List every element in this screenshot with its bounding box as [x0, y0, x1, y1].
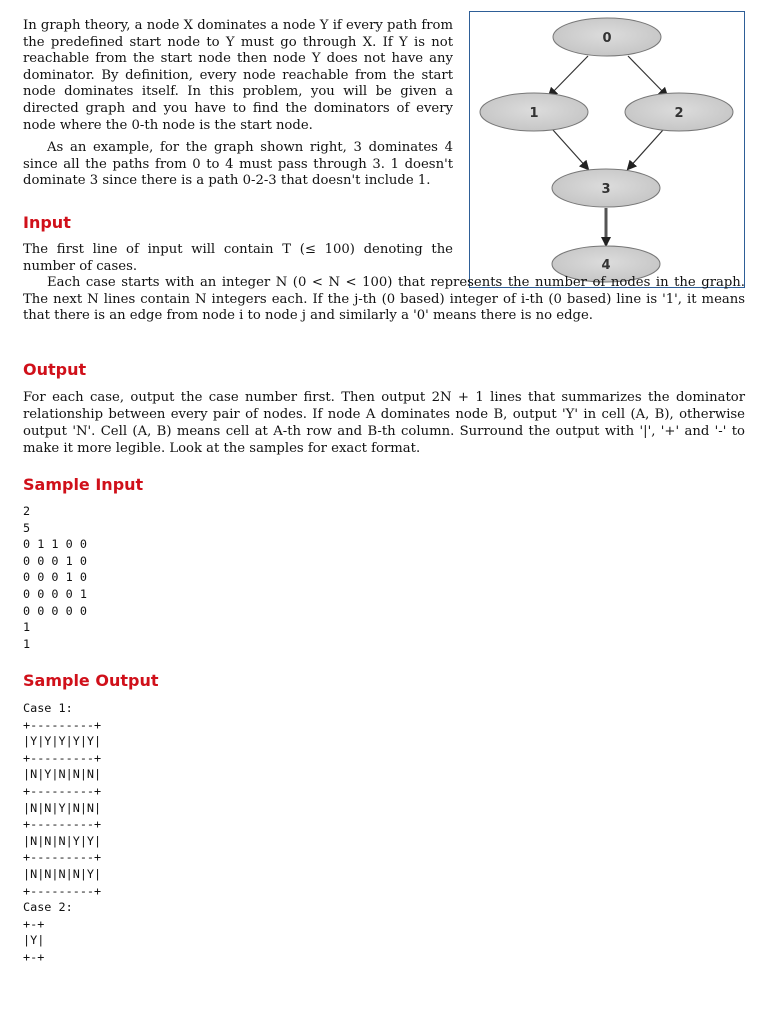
- input-paragraph-1: The first line of input will contain T (≤ 100) denoting the number of cases.: [23, 242, 453, 274]
- graph-node-0: [553, 18, 661, 56]
- output-description: [23, 389, 745, 457]
- svg-text:1: 1: [529, 106, 539, 121]
- input-heading: Input: [23, 213, 71, 232]
- intro-text: [23, 18, 453, 190]
- graph-node-1: [480, 93, 588, 131]
- graph-node-2: [625, 93, 733, 131]
- svg-text:0: 0: [602, 31, 612, 46]
- edge-0-2: [628, 56, 667, 96]
- input-description: [23, 242, 745, 325]
- edge-0-1: [549, 56, 588, 96]
- edge-2-3: [628, 130, 663, 169]
- input-paragraph-2: Each case starts with an integer N (0 < N < 100) that represents the number of nodes in the graph. The next N lines contain N integers each. If the j-th (0 based) integer of i-th (0 based) line is '1', it means that there is an edge from node i to node j and similarly a '0' means there is no edge.: [23, 275, 745, 324]
- intro-paragraph-2: As an example, for the graph shown right, 3 dominates 4 since all the paths from 0 to 4 must pass through 3. 1 doesn't dominate 3 since there is a path 0-2-3 that doesn't include 1.: [23, 140, 453, 189]
- sample-input-block: 2 5 0 1 1 0 0 0 0 0 1 0 0 0 0 1 0 0 0 0 0 1 0 0 0 0 0 1 1: [23, 504, 87, 651]
- svg-text:3: 3: [601, 182, 611, 197]
- output-heading: Output: [23, 360, 87, 379]
- graph-node-3: [552, 169, 660, 207]
- output-paragraph-1: For each case, output the case number first. Then output 2N + 1 lines that summarizes the dominator relationship between every pair of nodes. If node A dominates node B, output 'Y' in cell (A, B), otherwise output 'N'. Cell (A, B) means cell at A-th row and B-th column. Surround the output with '|', '+' and '-' to make it more legible. Look at the samples for exact format.: [23, 390, 745, 456]
- sample-output-heading: Sample Output: [23, 671, 159, 690]
- intro-paragraph-1: In graph theory, a node X dominates a node Y if every path from the predefined start node to Y must go through X. If Y is not reachable from the start node then node Y does not have any dominator. By definition, every node reachable from the start node dominates itself. In this problem, you will be given a directed graph and you have to find the dominators of every node where the 0-th node is the start node.: [23, 18, 453, 133]
- sample-input-heading: Sample Input: [23, 475, 144, 494]
- svg-text:4: 4: [601, 258, 611, 273]
- svg-text:2: 2: [674, 106, 684, 121]
- sample-output-block: Case 1: +---------+ |Y|Y|Y|Y|Y| +---------+ |N|Y|N|N|N| +---------+ |N|N|Y|N|N| +---------+ |N|N|N|Y|Y| +---------+ |N|N|N|N|Y| +---------+ Case 2: +-+ |Y| +-+: [23, 701, 102, 964]
- edge-1-3: [553, 130, 588, 169]
